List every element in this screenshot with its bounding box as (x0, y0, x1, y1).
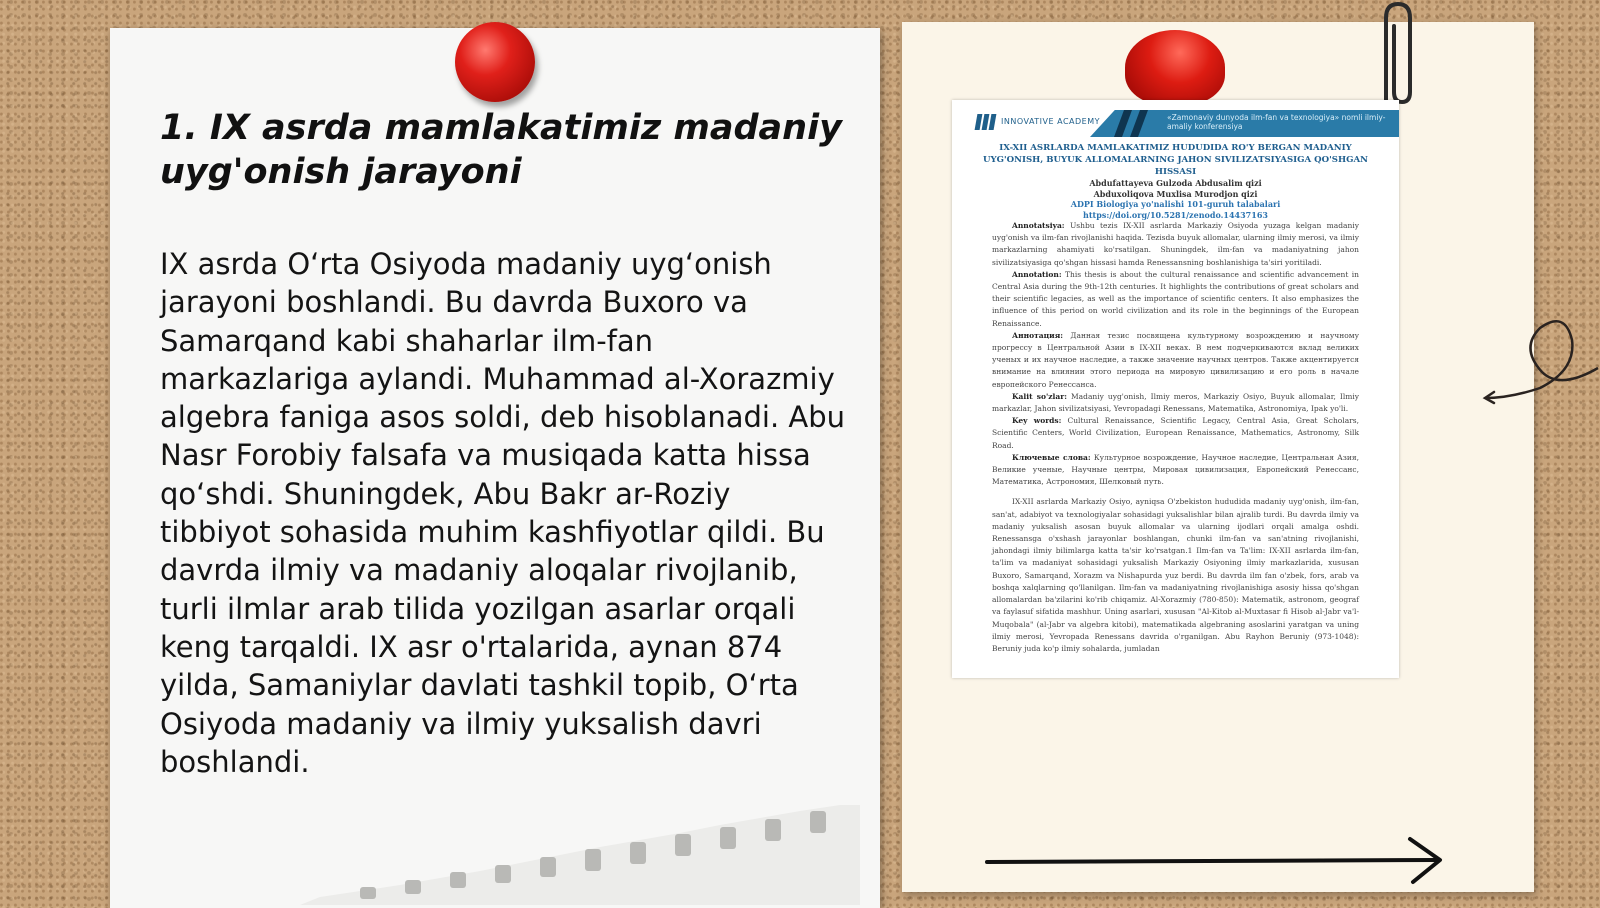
article-author: Abdufattayeva Gulzoda Abdusalim qizi (1089, 178, 1262, 188)
article-doi-link[interactable]: https://doi.org/10.5281/zenodo.14437163 (1083, 209, 1268, 220)
section-heading: 1. IX asrda mamlakatimiz madaniy uyg'onish jarayoni (160, 108, 842, 192)
torn-paper-edge (300, 805, 900, 905)
abstract-uz: Annotatsiya: Ushbu tezis IX-XII asrlarda Markaziy Osiyoda yuzaga kelgan madaniy uyg'onish va ilm-fan rivojlanishi haqida. Tezisda buyuk allomalar, ularning ilmiy merosi, va ilmiy markazlarning ahamiyati ko'rsatilgan. Shuningdek, ilm-fan va madaniyatning jahon sivilizatsiyasiga qo'shgan hissasi hamda Renessansning boshlanishiga ta'siri yoritiladi. (992, 221, 1359, 267)
article-author: Abduxoliqova Muxlisa Murodjon qizi (1093, 188, 1258, 199)
article-title: IX-XII ASRLARDA MAMLAKATIMIZ HUDUDIDA RO'Y BERGAN MADANIY UYG'ONISH, BUYUK ALLOMALARNING JAHON SIVILIZATSIYASIGA QO'SHGAN HISSASI (983, 143, 1368, 177)
section-body-text: IX asrda O‘rta Osiyoda madaniy uyg‘onish jarayoni boshlandi. Bu davrda Buxoro va Samarqand kabi shaharlar ilm-fan markazlariga aylandi. Muhammad al-Xorazmiy algebra faniga asos soldi, deb hisoblanadi. Abu Nasr Forobiy falsafa va musiqada katta hissa qo‘shdi. Shuningdek, Abu Bakr ar-Roziy tibbiyot sohasida muhim kashfiyotlar qildi. Bu davrda ilmiy va madaniy aloqalar rivojlanib, turli ilmlar arab tilida yozilgan asarlar orqali keng tarqaldi. IX asr o'rtalarida, aynan 874 yilda, Samaniylar davlati tashkil topib, O‘rta Osiyoda madaniy va ilmiy yuksalish davri boshlandi. (160, 247, 846, 779)
article-header (952, 100, 1399, 142)
abstract-en: Annotation: This thesis is about the cultural renaissance and scientific advancement in Central Asia during the 9th-12th centuries. It highlights the contributions of great scholars and their scientific legacies, as well as the importance of scientific centers. It also emphasizes the influence of this period on world civilization and its role in the beginnings of the European Renaissance. (992, 269, 1360, 328)
conference-banner-text: «Zamonaviy dunyoda ilm-fan va texnologiya» nomli ilmiy-amaliy konferensiya (1167, 113, 1386, 131)
red-pushpin-icon (1125, 30, 1225, 105)
article-body: IX-XII asrlarda Markaziy Osiyo, ayniqsa O'zbekiston hududida madaniy uyg'onish, ilm-fan, san'at, adabiyot va texnologiyalar sohasidagi yuksalishlar bilan ajralib turdi. Bu davrda ilmiy va madaniy yuksalish asosan buyuk allomalar va ularning ijodlari orqali amalga oshdi. Renessansga o'xshash jarayonlar boshlangan, chunki ilm-fan va san'atning rivojlanishi, jahondagi ilmiy bilimlarga katta ta'sir ko'rsatgan.1 Ilm-fan va Ta'lim: IX-XII asrlarda ilm-fan, ta'lim va madaniyat sohasidagi yuksalish Markaziy Osiyoning ilmiy markazlarida, xususan Buxoro, Samarqand, Xorazm va Nishapurda yuz berdi. Bu davrda ilm fan o'zbek, fors, arab va boshqa xalqlarning qo'llanilgan. Ilm-fan va madaniyatning rivojlanishiga asosiy hissa qo'shgan allomalardan ba'zilarini ko'rib chiqamiz. Al-Xorazmiy (780-850): Matematik, astronom, geograf va faylasuf sifatida mashhur. Uning asarlari, xususan "Al-Kitob al-Muxtasar fi Hisob al-Jabr va'l-Muqobala" (al-Jabr va algebra kitobi), matematikada algebraning asoslarini yaratgan va uning ilmiy merosi, Yevropada Renessans davrida o'rganilgan. Abu Rayhon Beruniy (973-1048): Beruniy juda ko'p ilmiy sohalarda, jumladan (992, 497, 1359, 653)
publisher-logo-icon (976, 114, 995, 130)
keywords-en: Key words: Cultural Renaissance, Scientific Legacy, Central Asia, Great Scholars, Scientific Centers, World Civilization, European Renaissance, Mathematics, Astronomy, Silk Road. (992, 416, 1359, 450)
curly-arrow-icon (1480, 310, 1600, 410)
abstract-ru: Аннотация: Данная тезис посвящена культурному возрождению и научному прогрессу в Центральной Азии в IX-XII веках. В нем подчеркиваются вклад великих ученых и их научное наследие, а также значение научных центров. Также акцентируется внимание на влиянии этого периода на мировую цивилизацию и его роль в начале европейского Ренессанса. (992, 330, 1359, 389)
publisher-logo (976, 114, 1100, 130)
keywords-uz: Kalit so'zlar: Madaniy uyg'onish, Ilmiy meros, Markaziy Osiyo, Buyuk allomalar, Ilmiy markazlar, Jahon sivilizatsiyasi, Yevropadagi Renessans, Matematika, Astronomiya, Ipak yo'li. (992, 391, 1359, 414)
red-pushpin-icon (455, 22, 535, 102)
publisher-name: INNOVATIVE ACADEMY (1001, 117, 1101, 126)
article-affiliation: ADPI Biologiya yo'nalishi 101-guruh talabalari (1070, 199, 1281, 209)
banner-stripes (1104, 110, 1164, 137)
arrow-right-icon (985, 835, 1455, 885)
article-preview (952, 100, 1399, 678)
keywords-ru: Ключевые слова: Культурное возрождение, Научное наследие, Центральная Азия, Великие ученые, Научные центры, Мировая цивилизация, Европейский Ренессанс, Математика, Астрономия, Шелковый путь. (992, 452, 1360, 487)
